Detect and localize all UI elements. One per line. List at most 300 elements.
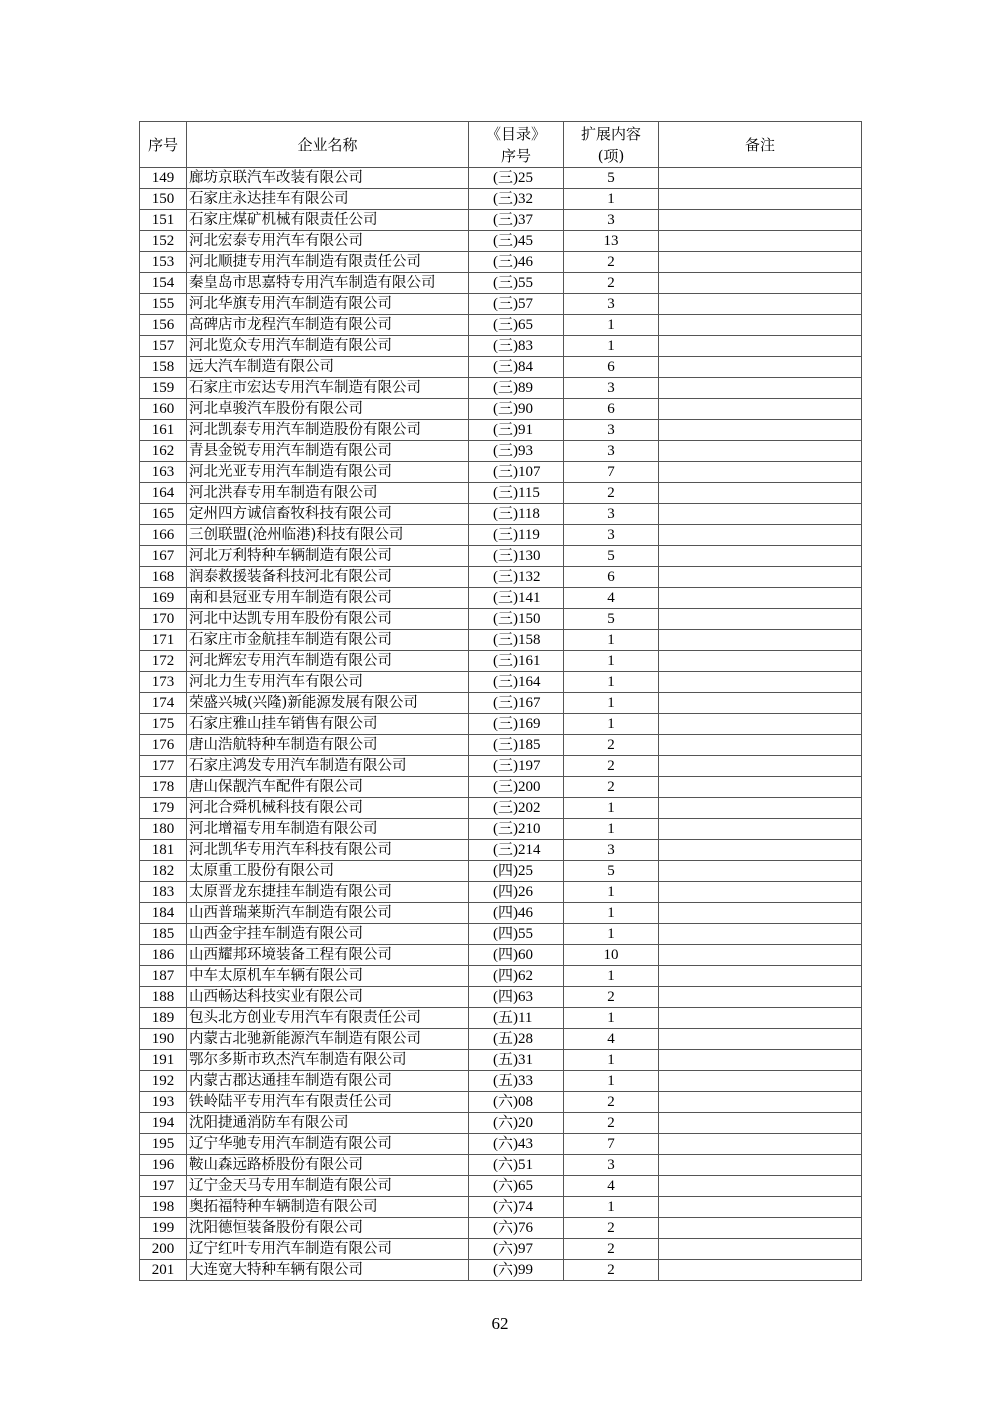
table-row (140, 903, 862, 924)
cell-seq: 186 (140, 945, 187, 966)
cell-company-name: 石家庄煤矿机械有限责任公司 (187, 210, 469, 231)
cell-catalog-number: (三)84 (469, 357, 564, 378)
page-number: 62 (491, 1314, 509, 1333)
cell-seq: 178 (140, 777, 187, 798)
cell-note (659, 861, 862, 882)
cell-note (659, 315, 862, 336)
cell-note (659, 903, 862, 924)
cell-extension-count: 1 (564, 819, 659, 840)
cell-seq: 198 (140, 1197, 187, 1218)
cell-seq: 181 (140, 840, 187, 861)
cell-seq: 155 (140, 294, 187, 315)
cell-seq: 151 (140, 210, 187, 231)
header-ext (564, 122, 659, 168)
cell-seq: 185 (140, 924, 187, 945)
cell-catalog-number: (四)63 (469, 987, 564, 1008)
cell-company-name: 润泰救援装备科技河北有限公司 (187, 567, 469, 588)
cell-company-name: 内蒙古郡达通挂车制造有限公司 (187, 1071, 469, 1092)
cell-extension-count: 1 (564, 693, 659, 714)
table-row (140, 378, 862, 399)
cell-company-name: 石家庄市金航挂车制造有限公司 (187, 630, 469, 651)
table-row (140, 1029, 862, 1050)
cell-note (659, 399, 862, 420)
cell-catalog-number: (三)90 (469, 399, 564, 420)
table-row (140, 966, 862, 987)
cell-catalog-number: (三)45 (469, 231, 564, 252)
cell-note (659, 588, 862, 609)
table-row (140, 357, 862, 378)
cell-extension-count: 4 (564, 1176, 659, 1197)
cell-extension-count: 2 (564, 756, 659, 777)
cell-catalog-number: (六)65 (469, 1176, 564, 1197)
cell-company-name: 河北辉宏专用汽车制造有限公司 (187, 651, 469, 672)
table-row (140, 399, 862, 420)
cell-extension-count: 2 (564, 252, 659, 273)
table-row (140, 693, 862, 714)
cell-note (659, 1071, 862, 1092)
cell-catalog-number: (四)62 (469, 966, 564, 987)
header-note: 备注 (659, 122, 862, 168)
cell-extension-count: 3 (564, 840, 659, 861)
header-catalog-line2: 序号 (500, 146, 531, 165)
table-header-row (140, 122, 862, 168)
header-name: 企业名称 (187, 122, 469, 168)
cell-extension-count: 3 (564, 378, 659, 399)
table-row (140, 945, 862, 966)
cell-catalog-number: (四)26 (469, 882, 564, 903)
cell-note (659, 882, 862, 903)
cell-catalog-number: (三)46 (469, 252, 564, 273)
cell-note (659, 1197, 862, 1218)
table-row (140, 420, 862, 441)
cell-catalog-number: (四)46 (469, 903, 564, 924)
cell-company-name: 鞍山森远路桥股份有限公司 (187, 1155, 469, 1176)
cell-company-name: 三创联盟(沧州临港)科技有限公司 (187, 525, 469, 546)
cell-company-name: 石家庄雅山挂车销售有限公司 (187, 714, 469, 735)
cell-extension-count: 1 (564, 903, 659, 924)
table-row (140, 924, 862, 945)
cell-extension-count: 3 (564, 420, 659, 441)
table-row (140, 273, 862, 294)
cell-seq: 161 (140, 420, 187, 441)
cell-catalog-number: (三)32 (469, 189, 564, 210)
cell-note (659, 1176, 862, 1197)
cell-company-name: 河北华旗专用汽车制造有限公司 (187, 294, 469, 315)
cell-company-name: 铁岭陆平专用汽车有限责任公司 (187, 1092, 469, 1113)
table-row (140, 882, 862, 903)
table-row (140, 315, 862, 336)
cell-company-name: 河北增福专用车制造有限公司 (187, 819, 469, 840)
cell-extension-count: 2 (564, 1260, 659, 1281)
cell-note (659, 1218, 862, 1239)
cell-catalog-number: (三)107 (469, 462, 564, 483)
cell-seq: 173 (140, 672, 187, 693)
cell-company-name: 唐山浩航特种车制造有限公司 (187, 735, 469, 756)
table-row (140, 462, 862, 483)
cell-seq: 188 (140, 987, 187, 1008)
table-row (140, 189, 862, 210)
cell-company-name: 河北宏泰专用汽车有限公司 (187, 231, 469, 252)
cell-note (659, 525, 862, 546)
cell-note (659, 1113, 862, 1134)
cell-extension-count: 2 (564, 1218, 659, 1239)
cell-catalog-number: (三)37 (469, 210, 564, 231)
table-row (140, 210, 862, 231)
cell-seq: 159 (140, 378, 187, 399)
cell-catalog-number: (三)130 (469, 546, 564, 567)
cell-company-name: 太原晋龙东捷挂车制造有限公司 (187, 882, 469, 903)
table-row (140, 1155, 862, 1176)
cell-note (659, 189, 862, 210)
cell-catalog-number: (三)91 (469, 420, 564, 441)
cell-note (659, 924, 862, 945)
cell-company-name: 大连宽大特种车辆有限公司 (187, 1260, 469, 1281)
cell-note (659, 714, 862, 735)
cell-seq: 195 (140, 1134, 187, 1155)
enterprise-table (139, 121, 862, 1281)
cell-catalog-number: (三)132 (469, 567, 564, 588)
cell-company-name: 包头北方创业专用汽车有限责任公司 (187, 1008, 469, 1029)
cell-extension-count: 1 (564, 924, 659, 945)
cell-catalog-number: (六)20 (469, 1113, 564, 1134)
cell-catalog-number: (三)115 (469, 483, 564, 504)
cell-seq: 175 (140, 714, 187, 735)
table-row (140, 1260, 862, 1281)
cell-note (659, 546, 862, 567)
table-row (140, 252, 862, 273)
cell-extension-count: 1 (564, 882, 659, 903)
cell-note (659, 504, 862, 525)
cell-company-name: 河北凯华专用汽车科技有限公司 (187, 840, 469, 861)
cell-note (659, 273, 862, 294)
cell-company-name: 河北中达凯专用车股份有限公司 (187, 609, 469, 630)
cell-seq: 165 (140, 504, 187, 525)
table-row (140, 1239, 862, 1260)
cell-catalog-number: (四)25 (469, 861, 564, 882)
cell-seq: 179 (140, 798, 187, 819)
cell-catalog-number: (五)31 (469, 1050, 564, 1071)
cell-extension-count: 2 (564, 1092, 659, 1113)
cell-company-name: 山西金宇挂车制造有限公司 (187, 924, 469, 945)
cell-company-name: 沈阳德恒装备股份有限公司 (187, 1218, 469, 1239)
cell-seq: 183 (140, 882, 187, 903)
cell-seq: 187 (140, 966, 187, 987)
cell-extension-count: 2 (564, 735, 659, 756)
cell-note (659, 483, 862, 504)
cell-seq: 196 (140, 1155, 187, 1176)
cell-note (659, 945, 862, 966)
cell-note (659, 777, 862, 798)
cell-seq: 171 (140, 630, 187, 651)
cell-note (659, 1260, 862, 1281)
table-row (140, 735, 862, 756)
header-ext-line2: (项) (597, 146, 625, 165)
cell-seq: 172 (140, 651, 187, 672)
cell-seq: 201 (140, 1260, 187, 1281)
cell-catalog-number: (六)76 (469, 1218, 564, 1239)
table-row (140, 651, 862, 672)
cell-note (659, 210, 862, 231)
cell-seq: 189 (140, 1008, 187, 1029)
cell-note (659, 987, 862, 1008)
cell-company-name: 河北光亚专用汽车制造有限公司 (187, 462, 469, 483)
cell-note (659, 693, 862, 714)
cell-note (659, 819, 862, 840)
cell-note (659, 1134, 862, 1155)
cell-seq: 174 (140, 693, 187, 714)
cell-catalog-number: (三)55 (469, 273, 564, 294)
cell-note (659, 1029, 862, 1050)
cell-extension-count: 1 (564, 315, 659, 336)
cell-extension-count: 3 (564, 210, 659, 231)
cell-seq: 149 (140, 168, 187, 189)
cell-extension-count: 7 (564, 1134, 659, 1155)
cell-seq: 193 (140, 1092, 187, 1113)
cell-company-name: 河北卓骏汽车股份有限公司 (187, 399, 469, 420)
cell-note (659, 1155, 862, 1176)
table-row (140, 504, 862, 525)
cell-extension-count: 5 (564, 609, 659, 630)
cell-catalog-number: (三)141 (469, 588, 564, 609)
table-row (140, 609, 862, 630)
header-ext-line1: 扩展内容 (580, 124, 641, 143)
header-catalog (469, 122, 564, 168)
cell-company-name: 廊坊京联汽车改装有限公司 (187, 168, 469, 189)
table-row (140, 567, 862, 588)
cell-extension-count: 3 (564, 294, 659, 315)
cell-extension-count: 2 (564, 987, 659, 1008)
table-row (140, 441, 862, 462)
cell-extension-count: 4 (564, 588, 659, 609)
cell-seq: 191 (140, 1050, 187, 1071)
cell-company-name: 河北合舜机械科技有限公司 (187, 798, 469, 819)
cell-extension-count: 5 (564, 546, 659, 567)
cell-note (659, 168, 862, 189)
cell-seq: 162 (140, 441, 187, 462)
cell-company-name: 河北洪春专用车制造有限公司 (187, 483, 469, 504)
cell-extension-count: 1 (564, 966, 659, 987)
cell-extension-count: 1 (564, 1050, 659, 1071)
cell-company-name: 秦皇岛市思嘉特专用汽车制造有限公司 (187, 273, 469, 294)
cell-catalog-number: (六)43 (469, 1134, 564, 1155)
cell-company-name: 定州四方诚信畜牧科技有限公司 (187, 504, 469, 525)
cell-note (659, 1050, 862, 1071)
cell-company-name: 沈阳捷通消防车有限公司 (187, 1113, 469, 1134)
table-row (140, 1134, 862, 1155)
cell-extension-count: 1 (564, 1071, 659, 1092)
cell-catalog-number: (三)210 (469, 819, 564, 840)
table-row (140, 1176, 862, 1197)
cell-catalog-number: (五)33 (469, 1071, 564, 1092)
cell-company-name: 鄂尔多斯市玖杰汽车制造有限公司 (187, 1050, 469, 1071)
table-row (140, 1071, 862, 1092)
cell-extension-count: 1 (564, 336, 659, 357)
cell-extension-count: 1 (564, 651, 659, 672)
cell-note (659, 798, 862, 819)
table-row (140, 1092, 862, 1113)
cell-seq: 158 (140, 357, 187, 378)
cell-extension-count: 1 (564, 630, 659, 651)
cell-extension-count: 3 (564, 1155, 659, 1176)
cell-extension-count: 10 (564, 945, 659, 966)
cell-company-name: 辽宁红叶专用汽车制造有限公司 (187, 1239, 469, 1260)
cell-company-name: 山西普瑞莱斯汽车制造有限公司 (187, 903, 469, 924)
cell-extension-count: 3 (564, 525, 659, 546)
cell-catalog-number: (三)158 (469, 630, 564, 651)
table-row (140, 798, 862, 819)
cell-company-name: 山西畅达科技实业有限公司 (187, 987, 469, 1008)
cell-company-name: 青县金锐专用汽车制造有限公司 (187, 441, 469, 462)
table-row (140, 714, 862, 735)
cell-company-name: 南和县冠亚专用车制造有限公司 (187, 588, 469, 609)
cell-note (659, 462, 862, 483)
cell-seq: 168 (140, 567, 187, 588)
cell-company-name: 中车太原机车车辆有限公司 (187, 966, 469, 987)
cell-note (659, 252, 862, 273)
cell-seq: 180 (140, 819, 187, 840)
cell-seq: 150 (140, 189, 187, 210)
cell-catalog-number: (六)99 (469, 1260, 564, 1281)
cell-extension-count: 5 (564, 168, 659, 189)
cell-catalog-number: (三)167 (469, 693, 564, 714)
cell-catalog-number: (五)28 (469, 1029, 564, 1050)
cell-company-name: 唐山保靓汽车配件有限公司 (187, 777, 469, 798)
cell-seq: 200 (140, 1239, 187, 1260)
cell-company-name: 高碑店市龙程汽车制造有限公司 (187, 315, 469, 336)
cell-catalog-number: (五)11 (469, 1008, 564, 1029)
table-row (140, 588, 862, 609)
cell-seq: 177 (140, 756, 187, 777)
cell-seq: 169 (140, 588, 187, 609)
cell-company-name: 河北力生专用汽车有限公司 (187, 672, 469, 693)
cell-seq: 197 (140, 1176, 187, 1197)
table-row (140, 546, 862, 567)
table-row (140, 336, 862, 357)
table-row (140, 840, 862, 861)
cell-catalog-number: (三)197 (469, 756, 564, 777)
cell-seq: 167 (140, 546, 187, 567)
cell-company-name: 河北万利特种车辆制造有限公司 (187, 546, 469, 567)
table-row (140, 1008, 862, 1029)
cell-note (659, 840, 862, 861)
cell-company-name: 石家庄永达挂车有限公司 (187, 189, 469, 210)
cell-catalog-number: (三)200 (469, 777, 564, 798)
cell-extension-count: 1 (564, 189, 659, 210)
cell-note (659, 735, 862, 756)
cell-extension-count: 6 (564, 567, 659, 588)
cell-note (659, 1092, 862, 1113)
table-row (140, 819, 862, 840)
cell-note (659, 651, 862, 672)
cell-note (659, 378, 862, 399)
table-row (140, 1050, 862, 1071)
cell-seq: 154 (140, 273, 187, 294)
cell-seq: 156 (140, 315, 187, 336)
cell-seq: 176 (140, 735, 187, 756)
cell-catalog-number: (三)202 (469, 798, 564, 819)
cell-extension-count: 7 (564, 462, 659, 483)
cell-company-name: 内蒙古北驰新能源汽车制造有限公司 (187, 1029, 469, 1050)
cell-catalog-number: (六)97 (469, 1239, 564, 1260)
table-row (140, 672, 862, 693)
cell-seq: 199 (140, 1218, 187, 1239)
cell-company-name: 河北顺捷专用汽车制造有限责任公司 (187, 252, 469, 273)
cell-catalog-number: (六)74 (469, 1197, 564, 1218)
cell-company-name: 荣盛兴城(兴隆)新能源发展有限公司 (187, 693, 469, 714)
cell-extension-count: 1 (564, 798, 659, 819)
cell-seq: 182 (140, 861, 187, 882)
cell-seq: 157 (140, 336, 187, 357)
cell-extension-count: 1 (564, 672, 659, 693)
cell-extension-count: 4 (564, 1029, 659, 1050)
cell-note (659, 567, 862, 588)
table-body (140, 168, 862, 1281)
cell-catalog-number: (三)150 (469, 609, 564, 630)
cell-extension-count: 2 (564, 1239, 659, 1260)
cell-extension-count: 2 (564, 483, 659, 504)
cell-company-name: 太原重工股份有限公司 (187, 861, 469, 882)
cell-company-name: 石家庄鸿发专用汽车制造有限公司 (187, 756, 469, 777)
cell-extension-count: 6 (564, 399, 659, 420)
cell-catalog-number: (六)51 (469, 1155, 564, 1176)
cell-note (659, 630, 862, 651)
table-row (140, 1218, 862, 1239)
table-row (140, 861, 862, 882)
cell-seq: 194 (140, 1113, 187, 1134)
table-row (140, 231, 862, 252)
cell-catalog-number: (三)89 (469, 378, 564, 399)
cell-note (659, 1008, 862, 1029)
cell-seq: 166 (140, 525, 187, 546)
table-row (140, 525, 862, 546)
table-row (140, 777, 862, 798)
cell-note (659, 609, 862, 630)
cell-catalog-number: (三)83 (469, 336, 564, 357)
cell-extension-count: 3 (564, 504, 659, 525)
cell-catalog-number: (四)60 (469, 945, 564, 966)
cell-note (659, 420, 862, 441)
table-row (140, 1197, 862, 1218)
cell-catalog-number: (三)57 (469, 294, 564, 315)
header-seq: 序号 (140, 122, 187, 168)
table-row (140, 987, 862, 1008)
cell-extension-count: 1 (564, 1197, 659, 1218)
cell-seq: 190 (140, 1029, 187, 1050)
cell-seq: 184 (140, 903, 187, 924)
cell-catalog-number: (三)119 (469, 525, 564, 546)
cell-company-name: 远大汽车制造有限公司 (187, 357, 469, 378)
cell-company-name: 河北览众专用汽车制造有限公司 (187, 336, 469, 357)
cell-catalog-number: (四)55 (469, 924, 564, 945)
cell-seq: 152 (140, 231, 187, 252)
cell-extension-count: 1 (564, 714, 659, 735)
cell-extension-count: 13 (564, 231, 659, 252)
cell-seq: 160 (140, 399, 187, 420)
cell-company-name: 奥拓福特种车辆制造有限公司 (187, 1197, 469, 1218)
table-row (140, 483, 862, 504)
cell-company-name: 山西耀邦环境装备工程有限公司 (187, 945, 469, 966)
table-row (140, 630, 862, 651)
cell-seq: 192 (140, 1071, 187, 1092)
table-row (140, 756, 862, 777)
cell-extension-count: 2 (564, 1113, 659, 1134)
cell-catalog-number: (三)118 (469, 504, 564, 525)
cell-company-name: 辽宁华驰专用汽车制造有限公司 (187, 1134, 469, 1155)
cell-extension-count: 3 (564, 441, 659, 462)
cell-note (659, 756, 862, 777)
cell-extension-count: 1 (564, 1008, 659, 1029)
cell-company-name: 石家庄市宏达专用汽车制造有限公司 (187, 378, 469, 399)
